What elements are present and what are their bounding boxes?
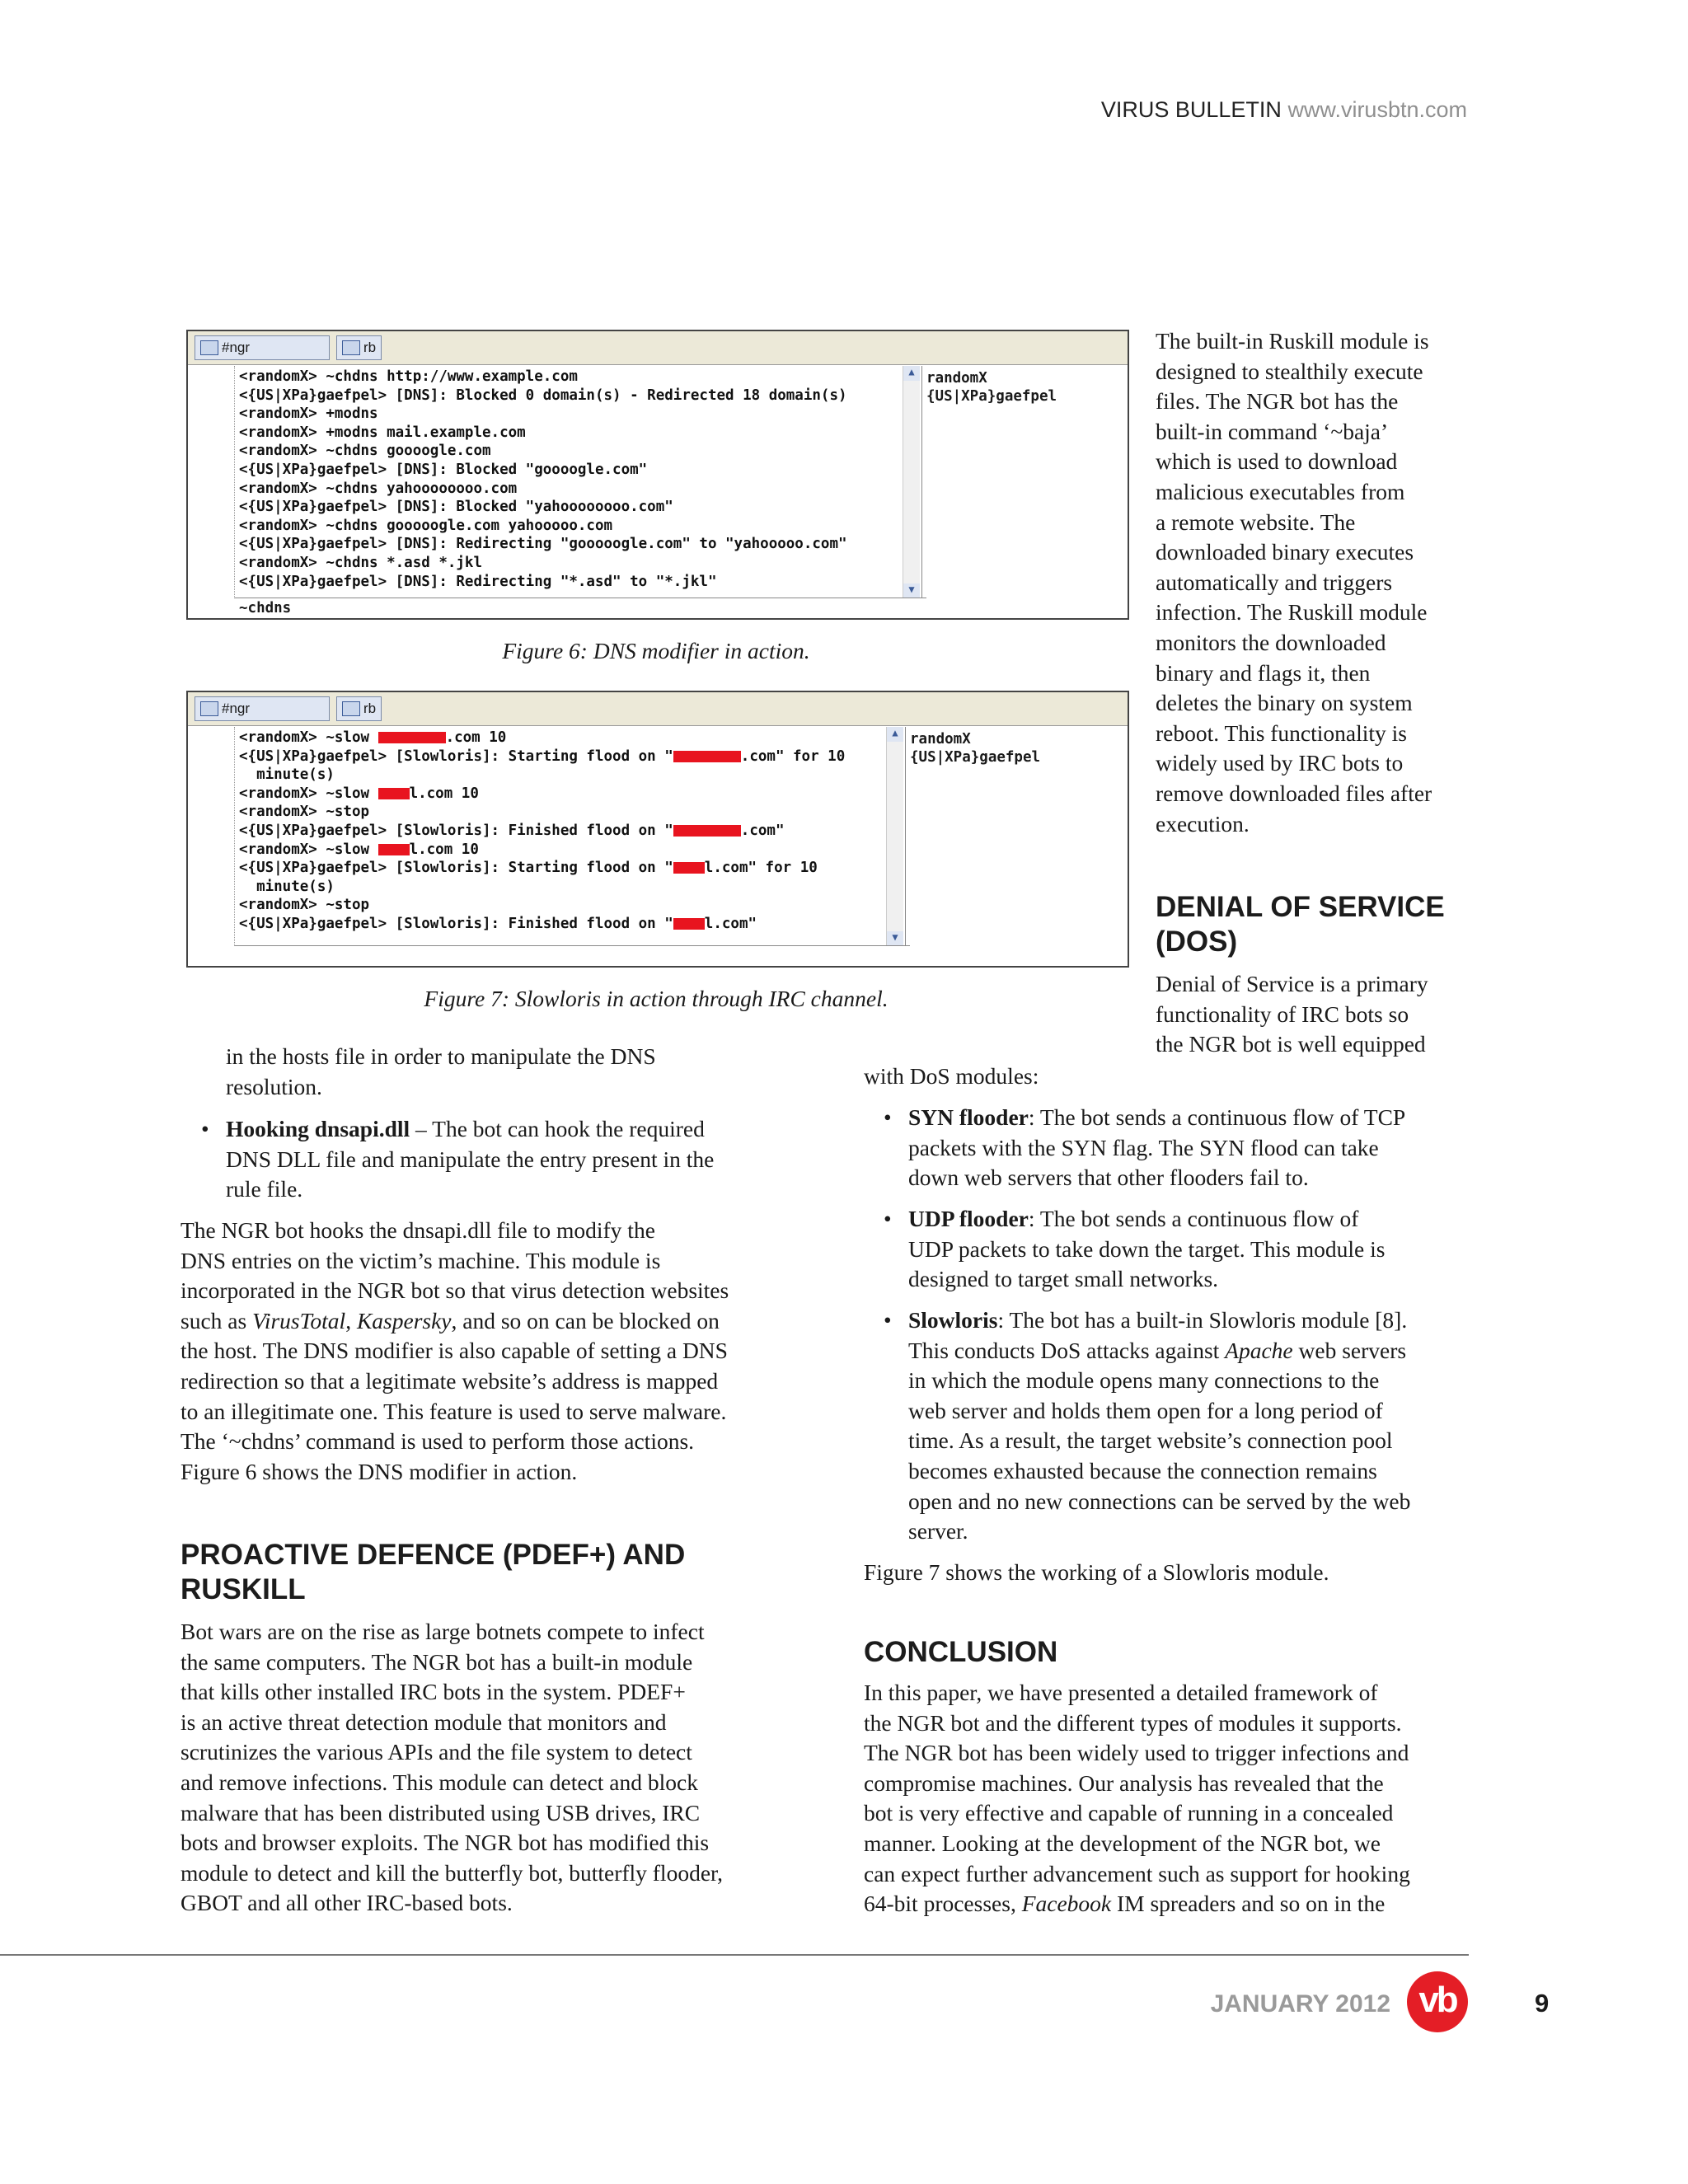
chat-input[interactable]: ~chdns: [234, 598, 926, 618]
text-line: which is used to download: [1156, 448, 1398, 475]
text-line: downloaded binary executes: [1156, 539, 1414, 565]
text-line: resolution.: [226, 1073, 322, 1099]
tab-ngr[interactable]: #ngr: [195, 335, 330, 360]
nick-item[interactable]: randomX: [926, 370, 987, 387]
text-line: designed to target small networks.: [908, 1266, 1219, 1292]
tab-ngr[interactable]: #ngr: [195, 696, 330, 721]
chat-line: <randomX> ~chdns goooogle.com: [239, 443, 491, 460]
text-line: PROACTIVE DEFENCE (PDEF+) AND: [181, 1539, 686, 1571]
chat-line: <{US|XPa}gaefpel> [DNS]: Redirecting "gooooogle.com" to "yahooooo.com": [239, 536, 847, 553]
bullet-slowloris: [884, 1305, 1485, 1547]
text-line: malware that has been distributed using USB drives, IRC: [181, 1799, 701, 1825]
irc-tab-bar: [188, 692, 1128, 726]
text-line: incorporated in the NGR bot so that virus detection websites: [181, 1277, 729, 1304]
tab-rb[interactable]: rb: [336, 335, 382, 360]
text-line: RUSKILL: [181, 1573, 306, 1605]
chat-line: <randomX> ~stop: [239, 897, 370, 914]
text-line: : The bot sends a continuous flow of: [1028, 1206, 1359, 1231]
chat-line: <{US|XPa}gaefpel> [Slowloris]: Finished flood on " .com": [239, 822, 785, 839]
text-line: is an active threat detection module that monitors and: [181, 1708, 667, 1735]
chat-line: <{US|XPa}gaefpel> [Slowloris]: Finished flood on " l.com": [239, 915, 757, 932]
text-line: that kills other installed IRC bots in the system. PDEF+: [181, 1679, 686, 1705]
chat-area: [188, 366, 922, 618]
bullet-icon: •: [884, 1104, 892, 1130]
chat-line: <{US|XPa}gaefpel> [DNS]: Blocked "yahoooooooo.com": [239, 499, 673, 516]
chat-line: <randomX> +modns: [239, 405, 378, 423]
text-line: – The bot can hook the required: [410, 1116, 705, 1141]
text-line: in which the module opens many connections to the: [908, 1367, 1380, 1394]
figure-7-reference: Figure 7 shows the working of a Slowloris module.: [864, 1559, 1329, 1585]
figure-7-caption: Figure 7: Slowloris in action through IRC channel.: [424, 986, 889, 1011]
text-line: (DOS): [1156, 926, 1238, 958]
text-line: the same computers. The NGR bot has a built-in module: [181, 1648, 693, 1675]
text-line: compromise machines. Our analysis has revealed that the: [864, 1769, 1384, 1796]
vb-logo: vb: [1407, 1971, 1468, 2032]
chat-log: [239, 729, 884, 934]
text-line: DENIAL OF SERVICE: [1156, 891, 1445, 923]
text-line: : The bot sends a continuous flow of TCP: [1028, 1104, 1406, 1130]
text-line: UDP packets to take down the target. This module is: [908, 1235, 1386, 1262]
text-line: reboot. This functionality is: [1156, 719, 1408, 746]
text-line: rule file.: [226, 1176, 303, 1202]
text-line: functionality of IRC bots so: [1156, 1001, 1409, 1027]
figure-6-caption: Figure 6: DNS modifier in action.: [502, 638, 810, 663]
chat-line: minute(s): [239, 878, 335, 895]
text-line: bot is very effective and capable of running in a concealed: [864, 1800, 1394, 1826]
text-line: Figure 6 shows the DNS modifier in action.: [181, 1458, 578, 1484]
chat-input[interactable]: [234, 945, 910, 966]
figure-7-irc-window: [186, 691, 1129, 968]
dos-heading: [1156, 890, 1485, 959]
text-line: the NGR bot and the different types of modules it supports.: [864, 1709, 1402, 1736]
text-line: manner. Looking at the development of the NGR bot, we: [864, 1830, 1381, 1856]
text-line: automatically and triggers: [1156, 569, 1393, 595]
text-line: infection. The Ruskill module: [1156, 599, 1428, 626]
issue-date: JANUARY 2012: [1210, 1990, 1390, 2018]
text-line: the NGR bot is well equipped: [1156, 1031, 1426, 1057]
chat-line: <randomX> ~slow l.com 10: [239, 841, 479, 858]
chat-line: <{US|XPa}gaefpel> [DNS]: Redirecting "*.asd" to "*.jkl": [239, 573, 717, 590]
footer-divider: [0, 1954, 1469, 1956]
chat-log: [239, 368, 900, 591]
text-line: Bot wars are on the rise as large botnets compete to infect: [181, 1619, 705, 1644]
text-line: widely used by IRC bots to: [1156, 750, 1404, 776]
bullet-icon: •: [884, 1307, 892, 1333]
redaction-mark: [673, 825, 741, 837]
conclusion-paragraph: [864, 1678, 1474, 1919]
text-line: web server and holds them open for a long period of: [908, 1397, 1383, 1423]
redaction-mark: [378, 732, 446, 743]
chat-line: <{US|XPa}gaefpel> [Slowloris]: Starting flood on " .com" for 10: [239, 748, 846, 765]
channel-icon: [200, 340, 218, 355]
text-line: can expect further advancement such as support for hooking: [864, 1860, 1410, 1886]
text-line: bots and browser exploits. The NGR bot has modified this: [181, 1830, 710, 1856]
bullet-label: Slowloris: [908, 1307, 998, 1333]
text-line: monitors the downloaded: [1156, 629, 1386, 655]
conclusion-heading: CONCLUSION: [864, 1636, 1058, 1668]
chat-line: <{US|XPa}gaefpel> [DNS]: Blocked 0 domain(s) - Redirected 18 domain(s): [239, 387, 847, 404]
dos-intro-paragraph: [1156, 969, 1485, 1060]
dnsapi-paragraph: [181, 1216, 807, 1487]
nick-list: [907, 727, 1128, 966]
text-line: open and no new connections can be served by the web: [908, 1488, 1411, 1514]
text-line: The built-in Ruskill module is: [1156, 328, 1429, 354]
text-line: : The bot has a built-in Slowloris module [8].: [997, 1307, 1408, 1333]
bullet-icon: •: [884, 1206, 892, 1231]
text-line: Denial of Service is a primary: [1156, 971, 1428, 996]
bullet-hooking-dnsapi: [201, 1114, 803, 1205]
scroll-up-icon[interactable]: ▲: [887, 727, 903, 742]
chat-line: <randomX> ~chdns *.asd *.jkl: [239, 554, 483, 571]
bullet-syn-flooder: [884, 1103, 1485, 1193]
publication-url: www.virusbtn.com: [1287, 97, 1467, 122]
text-line: deletes the binary on system: [1156, 690, 1413, 716]
text-line: execution.: [1156, 810, 1250, 837]
text-line: becomes exhausted because the connection remains: [908, 1457, 1377, 1483]
text-line: down web servers that other flooders fail to.: [908, 1165, 1309, 1191]
hosts-continuation: [226, 1042, 803, 1102]
text-line: the host. The DNS modifier is also capable of setting a DNS: [181, 1338, 728, 1364]
bullet-label: SYN flooder: [908, 1104, 1029, 1130]
text-line: designed to stealthily execute: [1156, 358, 1423, 384]
text-line: and remove infections. This module can detect and block: [181, 1769, 698, 1795]
text-line: built-in command ‘~baja’: [1156, 418, 1389, 444]
tab-rb[interactable]: rb: [336, 696, 382, 721]
redaction-mark: [378, 844, 410, 855]
text-line: The ‘~chdns’ command is used to perform those actions.: [181, 1428, 695, 1455]
scroll-down-icon[interactable]: ▼: [903, 583, 920, 598]
pdef-heading: [181, 1538, 807, 1607]
chat-scrollbar[interactable]: [886, 727, 903, 946]
chat-scrollbar[interactable]: [903, 366, 920, 598]
figure-6-irc-window: [186, 330, 1129, 620]
text-line: redirection so that a legitimate website’s address is mapped: [181, 1367, 719, 1394]
text-line: malicious executables from: [1156, 478, 1405, 504]
bullet-udp-flooder: [884, 1204, 1485, 1295]
nick-item[interactable]: {US|XPa}gaefpel: [910, 749, 1041, 766]
text-line: The NGR bot has been widely used to trigger infections and: [864, 1740, 1409, 1766]
chat-line: <randomX> ~slow .com 10: [239, 729, 507, 746]
text-line: 64-bit processes, Facebook IM spreaders and so on in the: [864, 1891, 1386, 1917]
nick-item[interactable]: {US|XPa}gaefpel: [926, 388, 1057, 405]
text-line: packets with the SYN flag. The SYN flood can take: [908, 1134, 1379, 1160]
text-line: in the hosts file in order to manipulate the DNS: [226, 1043, 656, 1069]
text-line: This conducts DoS attacks against Apache web servers: [908, 1337, 1407, 1363]
chat-line: <randomX> ~chdns yahoooooooo.com: [239, 480, 518, 497]
chat-area: [188, 727, 906, 966]
chat-line: <randomX> ~slow l.com 10: [239, 785, 479, 802]
page-number: 9: [1535, 1989, 1550, 2018]
text-line: remove downloaded files after: [1156, 780, 1432, 806]
text-line: DNS DLL file and manipulate the entry present in the: [226, 1146, 715, 1172]
text-line: files. The NGR bot has the: [1156, 388, 1399, 415]
redaction-mark: [378, 788, 410, 799]
nick-list: [923, 366, 1128, 618]
query-icon: [342, 340, 360, 355]
channel-icon: [200, 701, 218, 716]
text-line: The NGR bot hooks the dnsapi.dll file to modify the: [181, 1217, 655, 1243]
scroll-up-icon[interactable]: ▲: [903, 366, 920, 381]
chat-line: minute(s): [239, 766, 335, 784]
text-line: In this paper, we have presented a detailed framework of: [864, 1680, 1378, 1705]
text-line: scrutinizes the various APIs and the file system to detect: [181, 1739, 692, 1765]
running-header: [1101, 97, 1467, 123]
bullet-label: UDP flooder: [908, 1206, 1029, 1231]
query-icon: [342, 701, 360, 716]
dos-continuation: with DoS modules:: [864, 1063, 1039, 1089]
ruskill-paragraph: [1156, 326, 1485, 839]
chat-line: <randomX> ~chdns http://www.example.com: [239, 368, 578, 385]
text-line: a remote website. The: [1156, 509, 1356, 535]
chat-line: <{US|XPa}gaefpel> [Slowloris]: Starting flood on " l.com" for 10: [239, 860, 818, 877]
chat-line: <randomX> +modns mail.example.com: [239, 424, 526, 441]
text-line: such as VirusTotal, Kaspersky, and so on can be blocked on: [181, 1307, 720, 1333]
text-line: GBOT and all other IRC-based bots.: [181, 1890, 513, 1916]
bullet-icon: •: [201, 1116, 209, 1141]
redaction-mark: [673, 751, 741, 762]
chat-line: <randomX> ~chdns gooooogle.com yahooooo.com: [239, 517, 613, 534]
text-line: server.: [908, 1518, 968, 1544]
irc-tab-bar: [188, 331, 1128, 365]
chat-line: <randomX> ~stop: [239, 804, 370, 821]
redaction-mark: [673, 862, 705, 874]
paragraph-lines: [1156, 326, 1485, 839]
text-line: to an illegitimate one. This feature is used to serve malware.: [181, 1398, 727, 1424]
redaction-mark: [673, 918, 705, 930]
scroll-down-icon[interactable]: ▼: [887, 931, 903, 946]
text-line: time. As a result, the target website’s connection pool: [908, 1427, 1393, 1454]
text-line: module to detect and kill the butterfly bot, butterfly flooder,: [181, 1859, 723, 1886]
nick-item[interactable]: randomX: [910, 731, 971, 748]
publication-name: VIRUS BULLETIN: [1100, 97, 1282, 122]
chat-line: <{US|XPa}gaefpel> [DNS]: Blocked "goooogle.com": [239, 461, 648, 478]
bullet-label: Hooking dnsapi.dll: [226, 1116, 410, 1141]
bot-wars-paragraph: [181, 1617, 807, 1919]
text-line: binary and flags it, then: [1156, 659, 1371, 686]
text-line: DNS entries on the victim’s machine. This module is: [181, 1247, 661, 1273]
